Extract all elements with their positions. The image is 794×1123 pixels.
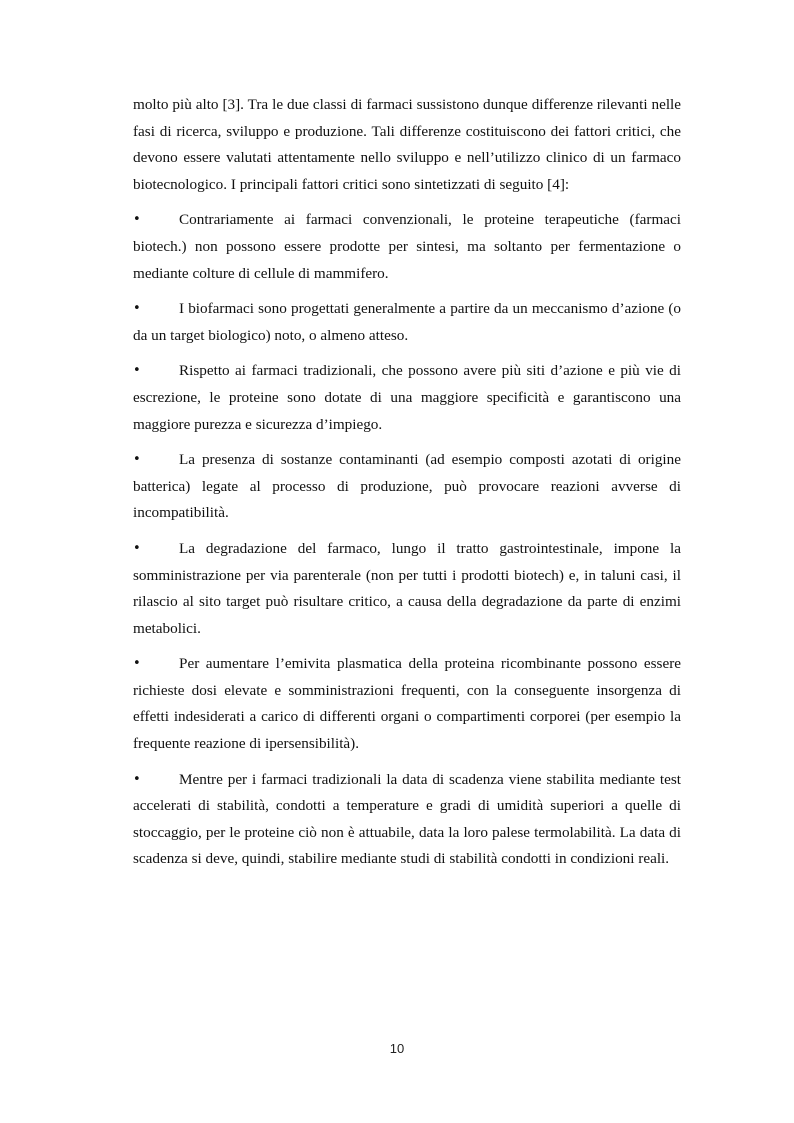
- page-number: 10: [389, 1041, 405, 1056]
- bullet-icon: •: [133, 301, 141, 317]
- list-item: [133, 651, 681, 757]
- bullet-icon: •: [133, 452, 141, 468]
- bullet-icon: •: [133, 656, 141, 672]
- bullet-icon: •: [133, 540, 141, 556]
- list-item-text: La presenza di sostanze contaminanti (ad esempio composti azotati di origine batterica) legate al processo di produzione, può provocare reazioni avverse di incompatibilità.: [133, 451, 681, 522]
- list-item-text: Mentre per i farmaci tradizionali la data di scadenza viene stabilita mediante test accelerati di stabilità, condotti a temperature e gradi di umidità superiori a quelle di stoccaggio, per le proteine ciò non è attuabile, data la loro palese termolabilità. La data di scadenza si deve, quindi, stabilire mediante studi di stabilità condotti in condizioni reali.: [133, 770, 681, 868]
- list-item: [133, 358, 681, 438]
- list-item: [133, 207, 681, 287]
- list-item: [133, 447, 681, 527]
- list-item: [133, 296, 681, 349]
- bullet-icon: •: [133, 363, 141, 379]
- list-item: [133, 767, 681, 873]
- list-item-text: La degradazione del farmaco, lungo il tratto gastrointestinale, impone la somministrazione per via parenterale (non per tutti i prodotti biotech) e, in taluni casi, il rilascio al sito target può risultare critico, a causa della degradazione da parte di enzimi metabolici.: [133, 539, 681, 637]
- list-item-text: Rispetto ai farmaci tradizionali, che possono avere più siti d’azione e più vie di escrezione, le proteine sono dotate di una maggiore specificità e garantiscono una maggiore purezza e sicurezza d’impiego.: [133, 362, 681, 433]
- page-body: [133, 92, 681, 882]
- list-item: [133, 536, 681, 642]
- list-item-text: I biofarmaci sono progettati generalmente a partire da un meccanismo d’azione (o da un target biologico) noto, o almeno atteso.: [133, 300, 681, 344]
- bullet-icon: •: [133, 212, 141, 228]
- bullet-list: [133, 207, 681, 873]
- list-item-text: Contrariamente ai farmaci convenzionali, le proteine terapeutiche (farmaci biotech.) non possono essere prodotte per sintesi, ma soltanto per fermentazione o mediante colture di cellule di mammifero.: [133, 211, 681, 282]
- bullet-icon: •: [133, 771, 141, 787]
- intro-paragraph: molto più alto [3]. Tra le due classi di farmaci sussistono dunque differenze rilevanti nelle fasi di ricerca, sviluppo e produzione. Tali differenze costituiscono dei fattori critici, che devono essere valutati attentamente nello sviluppo e nell’utilizzo clinico di un farmaco biotecnologico. I principali fattori critici sono sintetizzati di seguito [4]:: [133, 96, 681, 193]
- list-item-text: Per aumentare l’emivita plasmatica della proteina ricombinante possono essere richieste dosi elevate e somministrazioni frequenti, con la conseguente insorgenza di effetti indesiderati a carico di differenti organi o compartimenti corporei (per esempio la frequente reazione di ipersensibilità).: [133, 655, 681, 753]
